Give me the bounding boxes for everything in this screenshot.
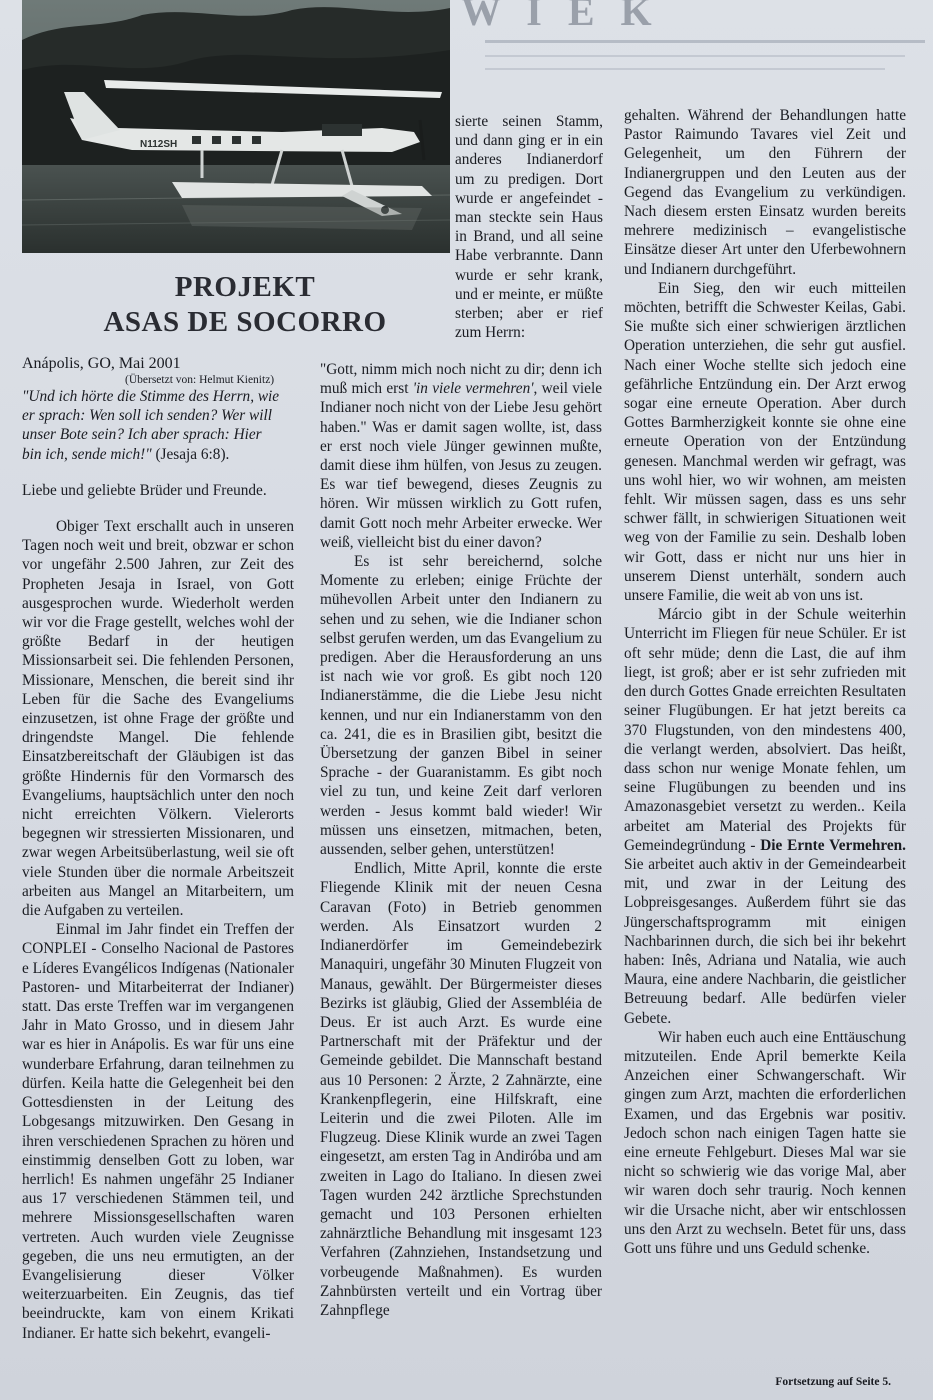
greeting: Liebe und geliebte Brüder und Freunde.: [22, 482, 267, 499]
paragraph: [624, 605, 906, 1027]
seaplane-photo: [22, 0, 450, 253]
italic-phrase: 'in viele vermehren': [412, 380, 534, 398]
article-title-line1: PROJEKT: [174, 271, 316, 303]
paragraph: Obiger Text erschallt auch in unseren Tagen noch weit und breit, obzwar er schon vor ungefähr 2.500 Jahren, zur Zeit des Propheten Jesaja in Israel, von Gott ausgesprochen wurde. Wiederholt werden wir vor die Frage gestellt, welches wohl der größte Bedarf in der heutigen Missionsarbeit sei. Die fehlenden Personen, Missionare, Menschen, die bereit sind ihr Leben für die Sache des Evangeliums einzusetzen, ist ohne Frage der größte und dringendste Mangel. Die fehlende Einsatzbereitschaft der Gläubigen ist das größte Hindernis für den Vormarsch des Evangeliums, hauptsächlich unter den noch nicht erreichten Völkern. Vielerorts begegnen wir stressierten Missionaren, und zwar wegen Arbeitsüberlastung, weil sie oft viele Stunden über die normale Arbeitszeit arbeiten aus Mangel an Mitarbeitern, um die Aufgaben zu verteilen.: [22, 518, 294, 920]
paragraph: Ein Sieg, den wir euch mitteilen möchten, betrifft die Schwester Keilas, Gabi. Sie mußte sich einer schwierigen ärztlichen Operation unterziehen, die sehr gut ausfiel. Nach einer Woche stellte sich jedoch eine gefährliche Entzündung ein. Der Arzt erwog sogar eine erneute Operation. Aber durch Gottes Barmherzigkeit konnte sie ohne eine erneute Operation von der Entzündung genesen. Manchmal werden wir gefragt, was uns wohl hier, wo wir wohnen, am meisten fehlt. Wir müssen sagen, dass es uns sehr schwer fällt, in schwierigen Situationen weit weg von der Familie zu sein. Deshalb loben wir Gott, dass er nicht nur uns hier in unserem Dienst unterhält, sondern auch unsere Familie, die weit ab von uns ist.: [624, 279, 906, 605]
paragraph: Es ist sehr bereichernd, solche Momente zu erleben; einige Früchte der mühevollen Arbeit unter den Indianern zu sehen und zu sehen, wie die Indianer schon selbst gerufen werden, um das Evangelium zu predigen. Aber die Herausforderung an uns ist nach wie vor groß. Es gibt noch 120 Indianerstämme, die die Liebe Jesu nicht kennen, und nur ein Indianerstamm von den ca. 241, die es in Brasilien gibt, besitzt die Übersetzung der ganzen Bibel in seiner Sprache - der Guaranistamm. Es gibt noch viel zu tun, und keine Zeit darf verloren werden - Jesus kommt bald wieder! Wir müssen uns einsetzen, mitmachen, beten, aussenden, selber gehen, unterstützen!: [320, 553, 602, 859]
header-fragment-rule: [485, 55, 905, 57]
cropped-header-fragment: [455, 0, 933, 80]
article-title-line2: ASAS DE SOCORRO: [103, 306, 387, 338]
paragraph: [320, 360, 602, 552]
header-fragment-text: W I E K: [461, 0, 660, 34]
column-1: [22, 517, 294, 1343]
bible-quote-reference: (Jesaja 6:8).: [151, 445, 230, 463]
translator-credit: (Übersetzt von: Helmut Kienitz): [125, 374, 275, 386]
svg-text:N112SH: N112SH: [140, 139, 178, 150]
column-2-upper: [455, 112, 603, 342]
column-2: [320, 360, 602, 1320]
seaplane-photo-icon: [22, 0, 450, 253]
continuation-note: Fortsetzung auf Seite 5.: [775, 1376, 891, 1388]
bible-quote-text: "Und ich hörte die Stimme des Herrn, wie er sprach: Wen soll ich senden? Wer will unser Bote sein? Ich aber sprach: Hier bin ich, sende mich!": [22, 388, 280, 463]
project-name-bold: Die Ernte Vermehren.: [760, 836, 906, 854]
bible-quote: [22, 387, 280, 464]
paragraph: Wir haben euch auch eine Enttäuschung mitzuteilen. Ende April bemerkte Keila Anzeichen einer Schwangerschaft. Wir gingen zum Arzt, machten die erforderlichen Examen, und das Ergebnis war positiv. Jedoch schon nach einigen Tagen hatte sie eine erneute Fehlgeburt. Dieses Mal war sie nicht so schwierig wie das vorige Mal, aber wir waren doch sehr traurig. Noch kennen wir die Ursache nicht, aber wir entschlossen uns den Arzt zu wechseln. Betet für uns, dass Gott uns führe und uns Geduld schenke.: [624, 1028, 906, 1257]
paragraph-part: Márcio gibt in der Schule weiterhin Unterricht im Fliegen für neue Schüler. Er ist oft sehr müde; denn die Last, die auf ihm liegt, ist groß; aber er ist sehr zufrieden mit den durch Gottes Gnade erreichten Resultaten seiner Flugübungen. Er hat jetzt bereits ca 370 Flugstunden, von den mindestens 400, die verlangt werden, absolviert. Das heißt, dass schon nur wenige Monate fehlen, um seine Flugübungen zu beenden und ins Amazonasgebiet versetzt zu werden.. Keila arbeitet am Material des Projekts für Gemeindegründung -: [624, 606, 906, 854]
paragraph: sierte seinen Stamm, und dann ging er in ein anderes Indianerdorf um zu predigen. Dort wurde er angefeindet - man steckte sein Haus in Brand, und all seine Habe verbrannte. Dann wurde er sehr krank, und er meinte, er müßte sterben; aber er rief zum Herrn:: [455, 113, 603, 342]
header-fragment-rule: [485, 40, 925, 43]
paragraph-part: Sie arbeitet auch aktiv in der Gemeindearbeit mit, und zwar in der Leitung des Lobpreisgesanges. Außerdem führt sie das Jüngerschaftsprogramm mit einigen Nachbarinnen durch, die sich bei ihr bekehrt haben: Inês, Adriana und Natalia, wie auch Maura, eine andere Nachbarin, die geistlicher Betreuung bedarf. Alle bedürfen vieler Gebete.: [624, 855, 906, 1027]
paragraph-part: , weil viele Indianer noch nicht von der Liebe Jesu gehört haben." Was er damit sagen wollte, ist, dass er erst noch viele Jünger gewinnen mußte, damit diese ihm hülfen, von Jesus zu zeugen. Es war tief bewegend, dieses Zeugnis zu hören. Wir müssen wirklich zu Gott rufen, damit Gott noch mehr Arbeiter erwecke. Wer weiß, vielleicht bist du einer davon?: [320, 380, 602, 551]
paragraph: Einmal im Jahr findet ein Treffen der CONPLEI - Conselho Nacional de Pastores e Líderes Evangélicos Indígenas (Nationaler Pastoren- und Mitarbeiterrat der Indianer) statt. Das erste Treffen war im vergangenen Jahr in Mato Grosso, und in diesem Jahr war es hier in Anápolis. Es war für uns eine wunderbare Erfahrung, daran teilnehmen zu dürfen. Keila hatte die Gelegenheit bei den Gottesdiensten in der Leitung des Lobgesangs mitzuwirken. Den Gesang in ihren verschiedenen Sprachen zu hören und einstimmig denselben Gott zu loben, war herrlich! Es nahmen ungefähr 25 Indianer aus 17 verschiedenen Stämmen teil, und mehrere Missionsgesellschaften waren vertreten. Auch wurden viele Zeugnisse gegeben, die uns neu ermutigten, an der Evangelisierung dieser Völker weiterzuarbeiten. Ein Zeugnis, das tief beeindruckte, kam von einem Krikati Indianer. Er hatte sich bekehrt, evangeli-: [22, 921, 294, 1342]
paragraph: Endlich, Mitte April, konnte die erste Fliegende Klinik mit der neuen Cesna Caravan (Foto) in Betrieb genommen werden. Als Einsatzort wurden 2 Indianerdörfer im Gemeindebezirk Manaquiri, ungefähr 30 Minuten Flugzeit von Manaus, gewählt. Der Bürgermeister dieses Bezirks ist gläubig, Glied der Assembléia de Deus. Er ist auch Arzt. Es wurde eine Partnerschaft mit der Präfektur und der Gemeinde gebildet. Die Mannschaft bestand aus 10 Personen: 2 Ärzte, 2 Zahnärzte, eine Krankenpflegerin, eine Hilfskraft, eine Leiterin und die zwei Piloten. Alle im Flugzeug. Diese Klinik wurde an zwei Tagen eingesetzt, am ersten Tag in Andiróba und am zweiten in Lago do Italiano. In diesen zwei Tagen wurden 242 ärztliche Sprechstunden gemacht und 103 Personen erhielten zahnärztliche Behandlung mit insgesamt 123 Verfahren (Zahnziehen, Instandsetzung und vorbeugende Maßnahmen). Es wurden Zahnbürsten verteilt und ein Vortrag über Zahnpflege: [320, 860, 602, 1319]
header-fragment-rule: [485, 68, 885, 70]
dateline: Anápolis, GO, Mai 2001: [22, 355, 181, 372]
column-3: [624, 106, 906, 1258]
paragraph-part: "Gott, nimm mich noch nicht zu dir; denn ich muß mich erst: [320, 361, 602, 398]
paragraph: gehalten. Während der Behandlungen hatte Pastor Raimundo Tavares viel Zeit und Gelegenheit, um den Führern der Indianergruppen und den Leuten aus der Gegend das Evangelium zu verkündigen. Nach diesem ersten Einsatz wurden bereits mehrere medizinisch – evangelistische Einsätze dieser Art unter den Uferbewohnern und Indianern durchgeführt.: [624, 107, 906, 278]
